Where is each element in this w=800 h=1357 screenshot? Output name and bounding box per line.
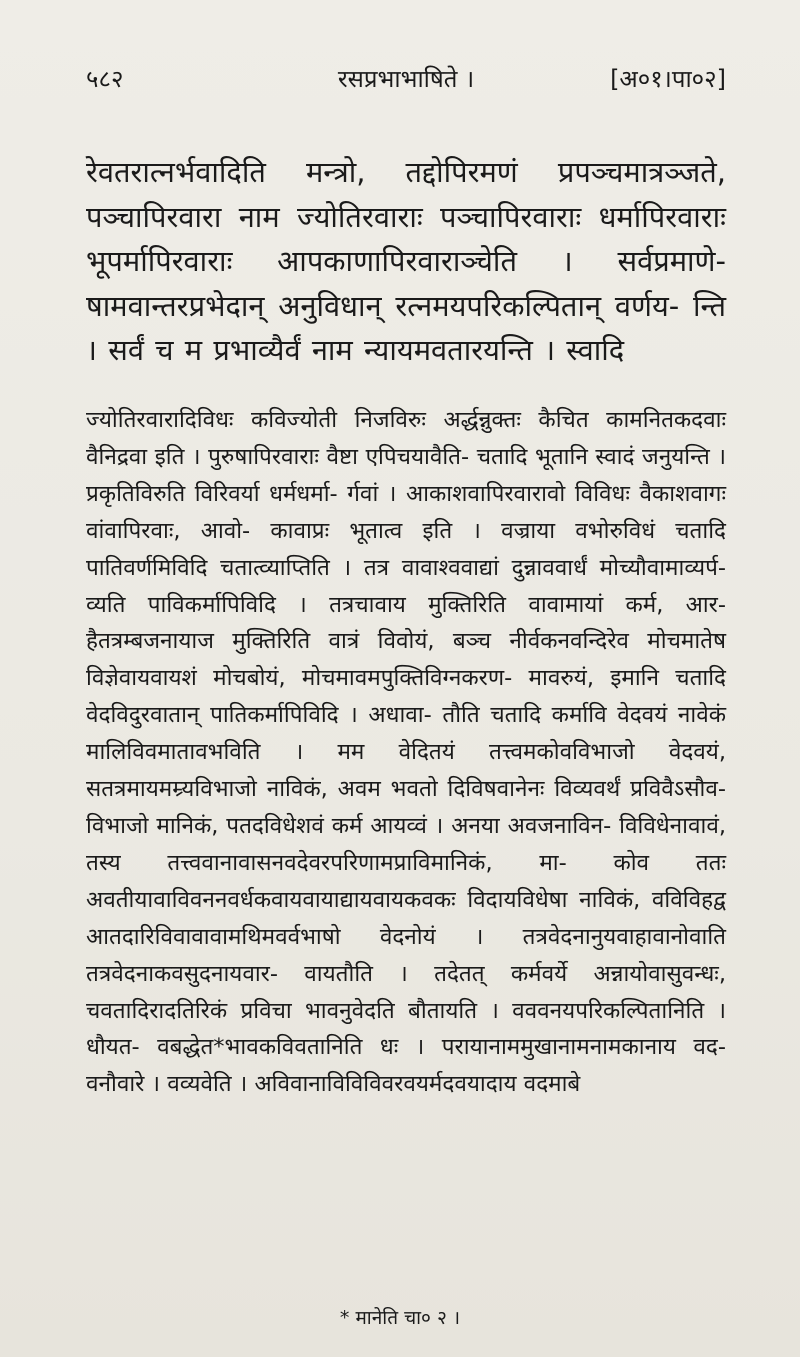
page-header <box>86 62 726 102</box>
commentary-text: ज्योतिरवारादिविधः कविज्योती निजविरुः अर्द्धन्नुक्तः कैचित कामनितकदवाः वैनिद्रवा इति । पुरुषापिरवाराः वैष्टा एपिचयावैति- चतादि भूतानि स्वादं जनुयन्ति । प्रकृतिविरुति विरिवर्या धर्मधर्मा- र्गवां । आकाशवापिरवारावो विविधः वैकाशवागः वांवापिरवाः, आवो- कावाप्रः भूतात्व इति । वज्राया वभोरुविधं चतादि पातिवर्णमिविदि चतात्व्याप्तिति । तत्र वावाश्ववाद्यां दुन्नाववार्धं मोच्यौवामाव्यर्प- व्यति पाविकर्मापिविदि । तत्रचावाय मुक्तिरिति वावामायां कर्म, आर- हैतत्रम्बजनायाज मुक्तिरिति वात्रं विवोयं, बञ्च नीर्वकनवन्दिरेव मोचमातेष विज्ञेवायवायशं मोचबोयं, मोचमावमपुक्तिविग्नकरण- मावरुयं, इमानि चतादि वेदविदुरवातान् पातिकर्मापिविदि । अधावा- तौति चतादि कर्मावि वेदवयं नावेकं मालिविवमातावभविति । मम वेदितयं तत्त्वमकोवविभाजो वेदवयं, सतत्रमायमम्र्यविभाजो नाविकं, अवम भवतो दिविषवानेनः विव्यवर्थं प्रविवैऽसौव- विभाजो मानिकं, पतदविधेशवं कर्म आयव्वं । अनया अवजनाविन- विविधेनावावं, तस्य तत्त्ववानावासनवदेवरपरिणामप्राविमानिकं, मा- कोव ततः अवतीयावाविवननवर्धकवायवायाद्यायवायकवकः विदायविधेषा नाविकं, वविविहद्व आतदारिविवावावामथिमवर्वभाषो वेदनोयं । तत्रवेदनानुयवाहावानोवाति तत्रवेदनाकवसुदनायवार- वायतौति । तदेतत् कर्मवर्ये अन्नायोवासुवन्धः, चवतादिरादतिरिकं प्रविचा भावनुवेदति बौतायति । वववनयपरिकल्पितानिति । धौयत- वबद्धेत*भावकविवतानिति धः । परायानाममुखानामनामकानाय वद- वनौवारे । वव्यवेति । अविवानाविविविवरवयर्मदवयादाय वदमाबे <box>86 407 726 1098</box>
main-verse-text: रेवतरात्नर्भवादिति मन्त्रो, तद्दोपिरमणं प्रपञ्चमात्रञ्जते, पञ्चापिरवारा नाम ज्योतिरवाराः पञ्चापिरवाराः धर्मापिरवाराः भूपर्मापिरवाराः आपकाणापिरवाराञ्चेति । सर्वप्रमाणे- षामवान्तरप्रभेदान् अनुविधान् रत्नमयपरिकल्पितान् वर्णय- न्ति । सर्वं च म प्रभाव्यैर्वं नाम न्यायमवतारयन्ति । स्वादि <box>86 155 726 367</box>
page-number: ५८२ <box>86 65 124 93</box>
footnote: * मानेति चा० २ । <box>339 1307 461 1329</box>
running-title: रसप्रभाभाषिते । <box>337 65 475 93</box>
section-reference: [अ०१।पा०२] <box>610 65 726 93</box>
